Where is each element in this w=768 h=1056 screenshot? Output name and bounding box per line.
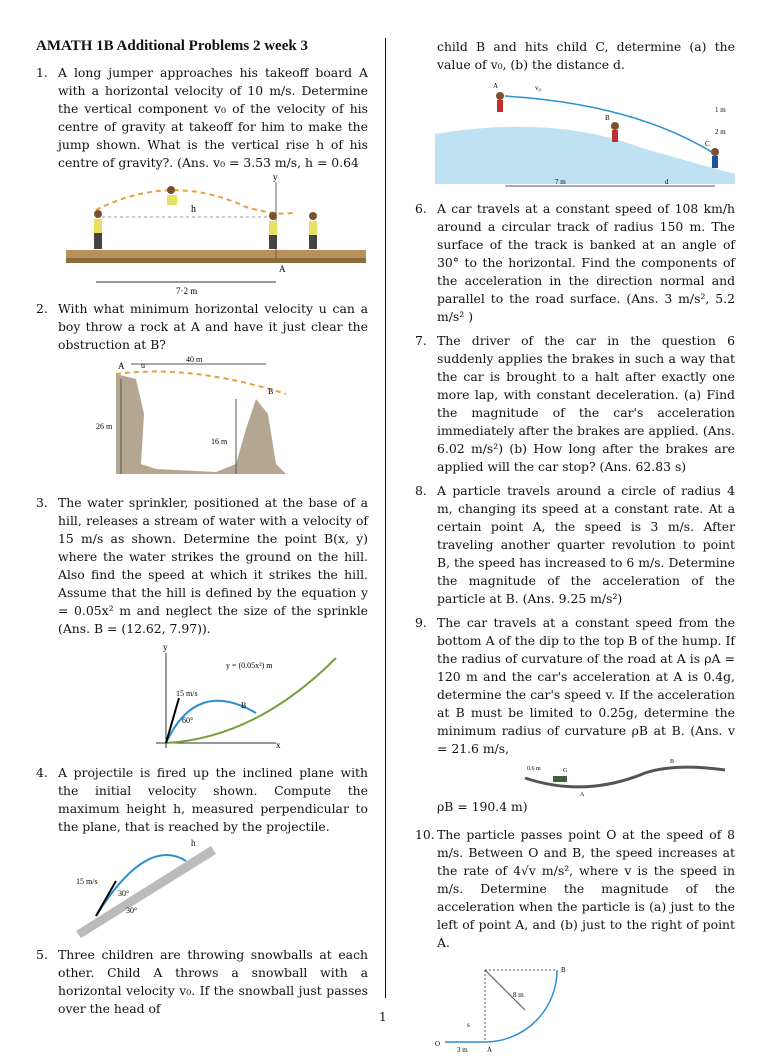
page-number: 1 (379, 1010, 387, 1024)
label-C: C (705, 140, 710, 148)
figure-snowballs (415, 74, 735, 192)
label-06m: 0.6 m (527, 766, 541, 772)
problem-8: 8. A particle travels around a circle of radius 4 m, changing its speed at a constant rate. At a certain point A, the speed is 3 m/s. After traveling another quarter revolution to point B, the speed has increased to 6 m/s. Determine the magnitude of the acceleration of the particle at B. (Ans. 9.25 m/s²) (415, 483, 735, 606)
inclined-plane-diagram (36, 836, 368, 946)
label-A: A (118, 361, 125, 371)
problem-text: With what minimum horizontal velocity u can a boy throw a rock at A and have it just clear the obstruction at B? (58, 301, 368, 352)
label-2m: 2 m (715, 128, 726, 136)
label-3m: 3 m (457, 1046, 468, 1052)
label-velocity: 15 m/s (176, 689, 198, 698)
label-B: B (561, 966, 566, 974)
label-1m: 1 m (715, 106, 726, 114)
label-B: B (670, 759, 675, 765)
sprinkler-diagram (36, 638, 368, 764)
problem-6: 6. A car travels at a constant speed of 108 km/h around a circular track of radius 150 m. The surface of the track is banked at an angle of 30° to the horizontal. Find the components of the acceleration in the direction normal and parallel to the road surface. (Ans. 3 m/s², 5.2 m/s² ) (415, 201, 735, 324)
quarter-circle-diagram (415, 952, 735, 1052)
label-7m: 7 m (555, 178, 566, 186)
problem-5-continued: child B and hits child C, determine (a) the value of v₀, (b) the distance d. (437, 39, 735, 72)
label-v0: v₀ (535, 84, 541, 92)
label-16m: 16 m (211, 437, 228, 446)
label-A: A (279, 264, 286, 274)
label-h: h (191, 838, 196, 848)
problem-text: The driver of the car in the question 6 suddenly applies the brakes in such a way that the car is brought to a halt after exactly one more lap, with constant deceleration. (a) Find the magnitude of the car's acceleration immediately after the brakes are applied. (Ans. 6.02 m/s²) (b) How long after the brakes are applied will the car stop? (Ans. 62.83 s) (437, 333, 735, 474)
label-40m: 40 m (186, 355, 203, 364)
problem-text: The water sprinkler, positioned at the base of a hill, releases a stream of water with a velocity of 15 m/s as shown. Determine the point B(x, y) where the water strikes the ground on the hill. Also find the speed at which it strikes the hill. Assume that the hill is defined by the equation y = 0.05x² m and neglect the size of the sprinkle (Ans. B = (12.62, 7.97)). (58, 495, 368, 636)
label-y: y (273, 172, 278, 182)
label-B: B (241, 701, 247, 710)
label-u: u (141, 361, 145, 370)
problem-2: 2. With what minimum horizontal velocity u can a boy throw a rock at A and have it just clear the obstruction at B? (36, 301, 368, 352)
label-A: A (487, 1046, 493, 1052)
figure-inclined-plane (36, 836, 368, 946)
label-s: s (467, 1021, 470, 1029)
problem-text: A long jumper approaches his takeoff board A with a horizontal velocity of 10 m/s. Determine the vertical component v₀ of the velocity of his centre of gravity at takeoff for him to make the jump shown. What is the vertical rise h of his centre of gravity?. (Ans. v₀ = 3.53 m/s, h = 0.64 (58, 65, 368, 170)
label-d: d (665, 178, 669, 186)
problem-text: A car travels at a constant speed of 108 km/h around a circular track of radius 150 m. The surface of the track is banked at an angle of 30° to the horizontal. Find the components of the acceleration in the direction normal and parallel to the road surface. (Ans. 3 m/s², 5.2 m/s² ) (437, 201, 735, 324)
label-velocity: 15 m/s (76, 877, 98, 886)
problem-text: The particle passes point O at the speed of 8 m/s. Between O and B, the speed increases at the rate of 4√v m/s², where v is the speed in m/s. Determine the magnitude of the acceleration when the particle is (a) just to the left of point A, and (b) just to the right of point A. (437, 827, 735, 950)
label-B: B (268, 387, 274, 396)
label-angle-2: 30° (126, 906, 138, 915)
figure-road-hump (415, 758, 735, 798)
problem-text: Three children are throwing snowballs at each other. Child A throws a snowball with a horizontal velocity v₀. If the snowball just passes over the head of (58, 947, 368, 1016)
problem-text: A projectile is fired up the inclined plane with the initial velocity shown. Compute the maximum height h, measured perpendicular to the plane, that is reached by the projectile. (58, 765, 368, 834)
problem-text: The car travels at a constant speed from the bottom A of the dip to the top B of the hump. If the radius of curvature of the road at A is ρA = 120 m and the car's acceleration at A is 0.4g, determine the car's speed v. If the acceleration at B must be limited to 0.25g, determine the minimum radius of curvature ρB at B. (Ans. v = 21.6 m/s, (437, 615, 735, 756)
label-distance: 7·2 m (176, 286, 198, 296)
problem-9-continued: ρB = 190.4 m) (437, 799, 528, 814)
label-G: G (563, 768, 568, 774)
road-hump-diagram (415, 758, 735, 798)
label-26m: 26 m (96, 422, 113, 431)
problem-10: 10. The particle passes point O at the speed of 8 m/s. Between O and B, the speed increases at the rate of 4√v m/s², where v is the speed in m/s. Determine the magnitude of the acceleration when the particle is (a) just to the left of point A, and (b) just to the right of point A. (415, 827, 735, 950)
figure-sprinkler (36, 638, 368, 764)
column-divider (385, 38, 386, 998)
problem-1: 1. A long jumper approaches his takeoff board A with a horizontal velocity of 10 m/s. Determine the vertical component v₀ of the velocity of his centre of gravity at takeoff for him to make the jump shown. What is the vertical rise h of his centre of gravity?. (Ans. v₀ = 3.53 m/s, h = 0.64 (36, 65, 368, 170)
left-column (36, 64, 368, 1018)
right-column (415, 38, 735, 1052)
label-A: A (580, 792, 585, 798)
label-x: x (276, 740, 281, 750)
label-B: B (605, 114, 610, 122)
problem-7: 7. The driver of the car in the question 6 suddenly applies the brakes in such a way that the car is brought to a halt after exactly one more lap, with constant deceleration. (a) Find the magnitude of the car's acceleration immediately after the brakes are applied. (Ans. 6.02 m/s²) (b) How long after the brakes are applied will the car stop? (Ans. 62.83 s) (415, 333, 735, 474)
label-angle: 60° (182, 716, 194, 725)
label-O: O (435, 1040, 441, 1048)
snowball-diagram (415, 74, 735, 192)
label-h: h (191, 204, 196, 215)
label-angle-1: 30° (118, 889, 130, 898)
page-header: AMATH 1B Additional Problems 2 week 3 (36, 38, 308, 54)
figure-long-jump (36, 172, 368, 300)
label-A: A (493, 82, 499, 90)
problem-5: 5. Three children are throwing snowballs at each other. Child A throws a snowball with a horizontal velocity v₀. If the snowball just passes over the head of (36, 947, 368, 1016)
figure-rock-throw (36, 354, 368, 494)
problem-text: A particle travels around a circle of radius 4 m, changing its speed at a constant rate. At a certain point A, the speed is 3 m/s. After traveling another quarter revolution to point B, the speed has increased to 6 m/s. Determine the magnitude of the acceleration of the particle at B. (Ans. 9.25 m/s²) (437, 483, 735, 606)
long-jump-diagram (36, 172, 368, 300)
problem-9: 9. The car travels at a constant speed from the bottom A of the dip to the top B of the hump. If the radius of curvature of the road at A is ρA = 120 m and the car's acceleration at A is 0.4g, determine the car's speed v. If the acceleration at B must be limited to 0.25g, determine the minimum radius of curvature ρB at B. (Ans. v = 21.6 m/s, (415, 615, 735, 756)
label-equation: y = (0.05x²) m (226, 661, 273, 670)
label-y: y (163, 642, 168, 652)
label-8m: 8 m (513, 991, 524, 999)
problem-3: 3. The water sprinkler, positioned at the base of a hill, releases a stream of water with a velocity of 15 m/s as shown. Determine the point B(x, y) where the water strikes the ground on the hill. Also find the speed at which it strikes the hill. Assume that the hill is defined by the equation y = 0.05x² m and neglect the size of the sprinkle (Ans. B = (12.62, 7.97)). (36, 495, 368, 636)
figure-quarter-circle (415, 952, 735, 1052)
rock-throw-diagram (36, 354, 368, 494)
problem-4: 4. A projectile is fired up the inclined plane with the initial velocity shown. Compute the maximum height h, measured perpendicular to the plane, that is reached by the projectile. (36, 765, 368, 834)
